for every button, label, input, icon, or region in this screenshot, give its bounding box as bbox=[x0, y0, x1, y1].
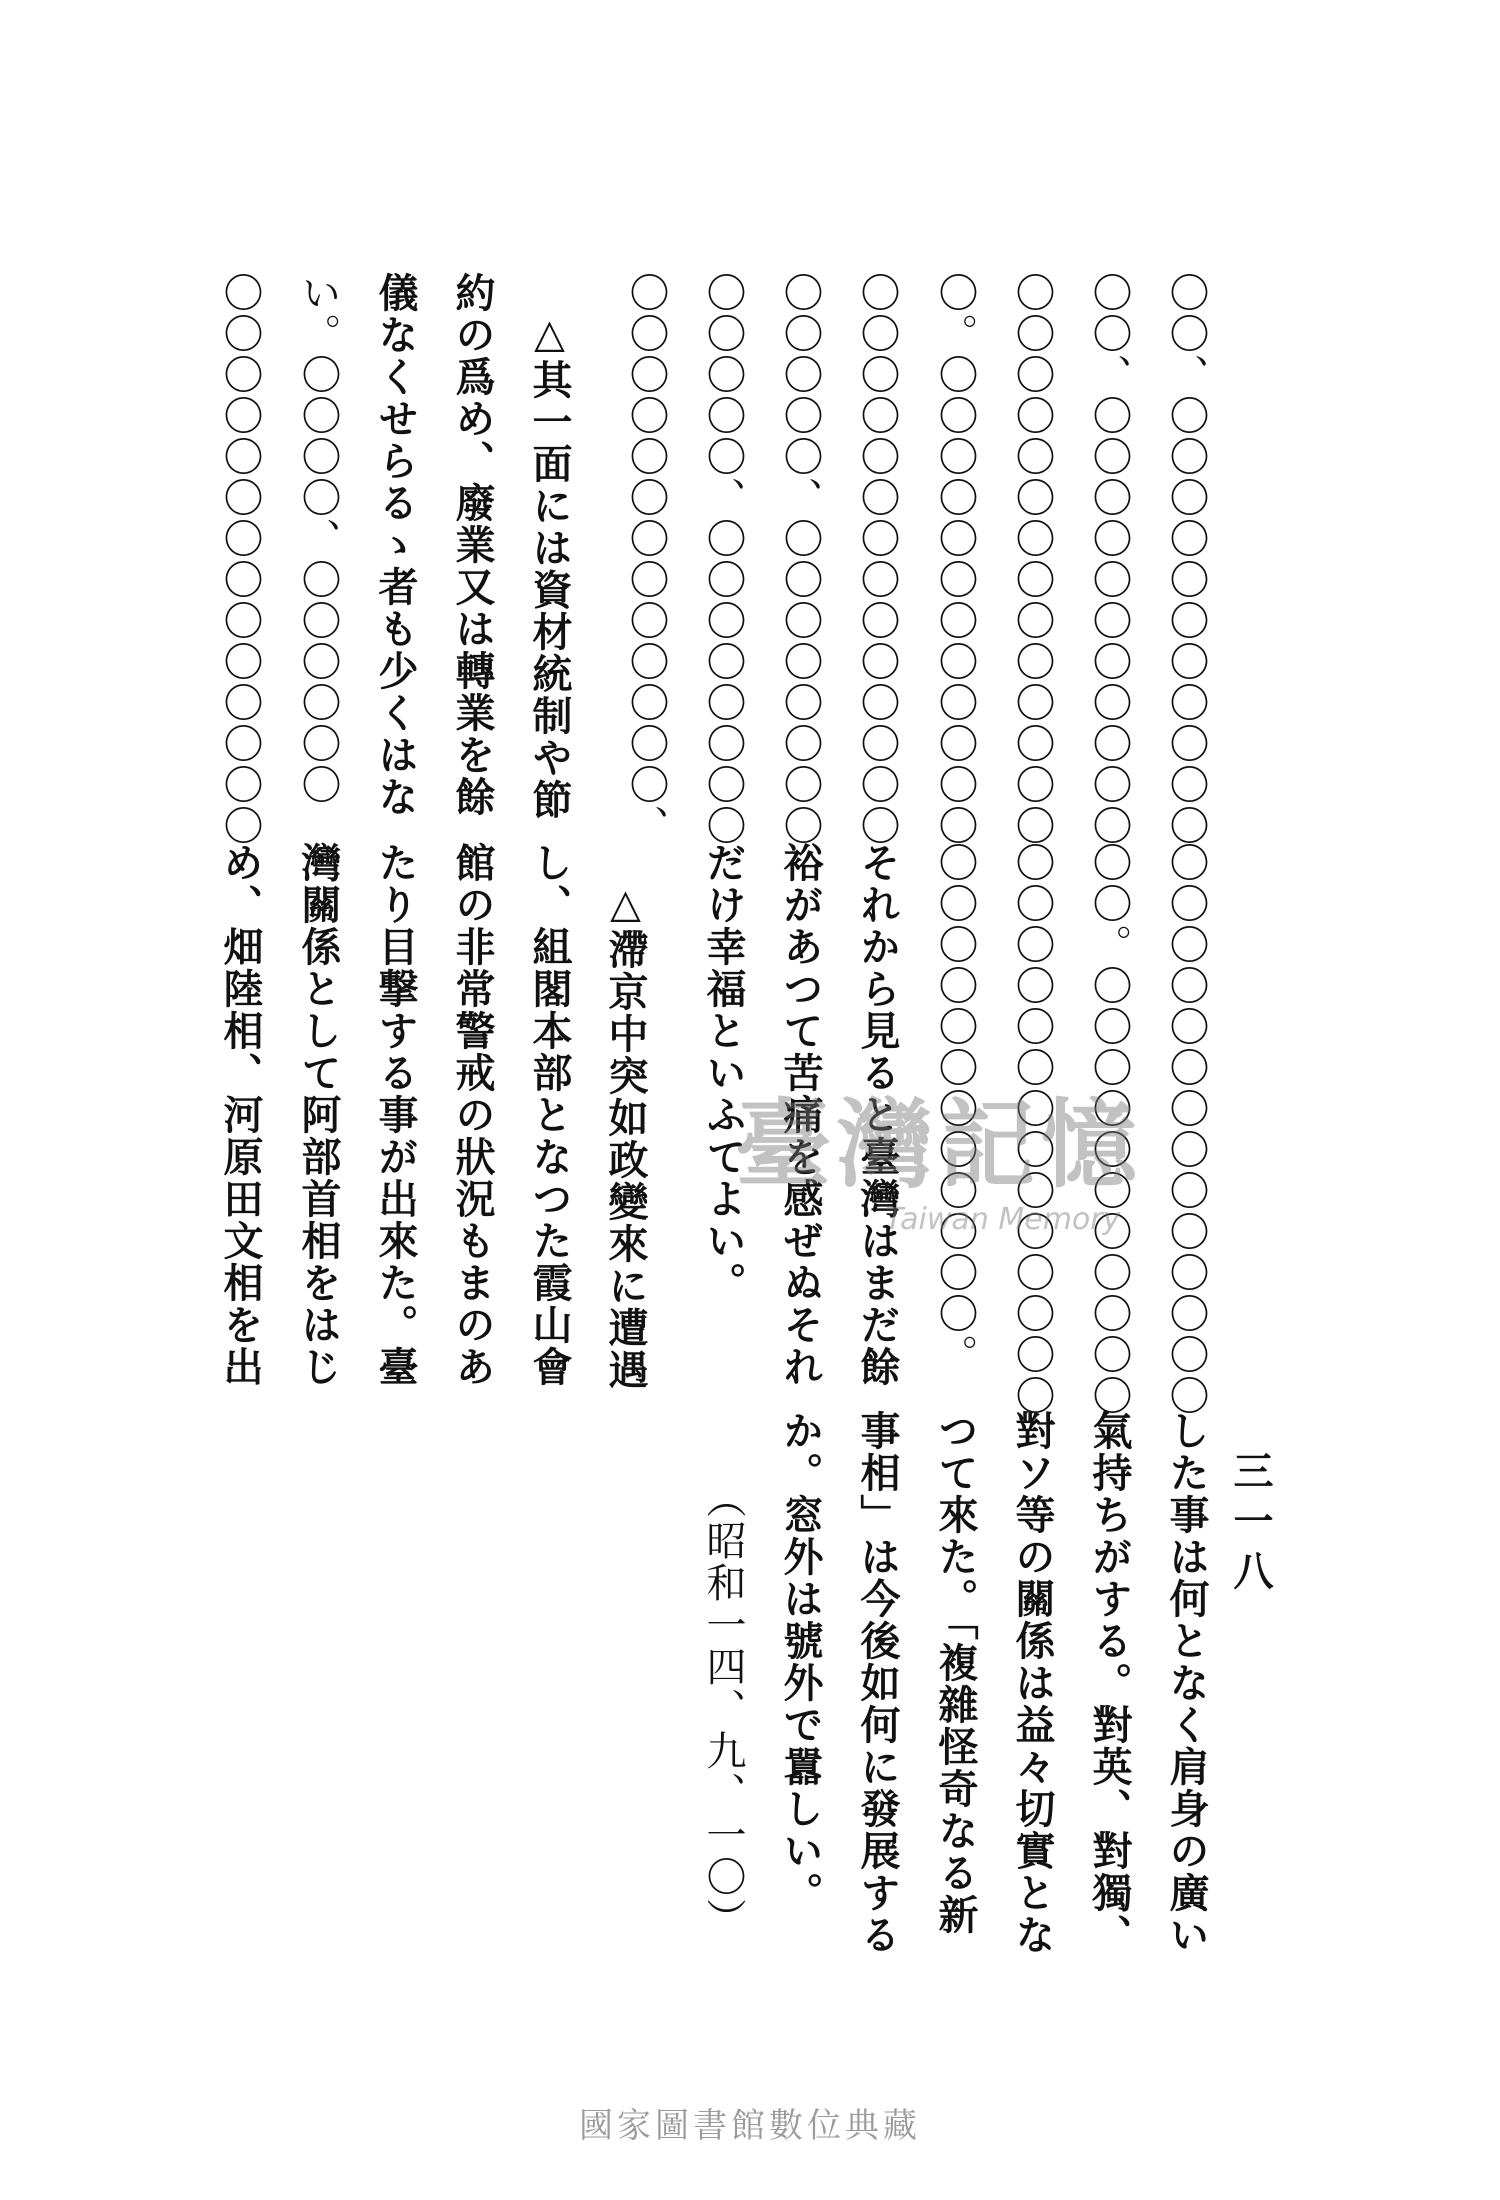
text-column: 〇〇。〇〇〇〇〇〇〇〇〇〇〇 bbox=[1086, 842, 1132, 1416]
text-column: 〇〇〇〇〇、〇〇〇〇〇〇〇〇 bbox=[700, 272, 746, 846]
text-column: 〇〇〇〇〇〇〇〇〇〇〇〇〇〇 bbox=[854, 272, 900, 846]
text-column: 〇〇〇〇〇、〇〇〇〇〇〇〇〇 bbox=[777, 272, 823, 846]
text-column: 事相」は今後如何に發展する bbox=[854, 1410, 901, 1956]
text-column: 〇〇〇〇〇〇〇〇〇〇〇〇〇〇 bbox=[1009, 842, 1055, 1416]
watermark-subtitle: Taiwan Memory bbox=[885, 1202, 1121, 1237]
text-column: 〇〇〇〇〇〇〇〇〇〇〇〇〇〇 bbox=[1009, 272, 1055, 846]
text-column: 裕があつて苦痛を感ぜぬそれ bbox=[777, 842, 824, 1388]
text-column: 〇〇〇〇〇〇〇〇〇〇〇〇〇、 bbox=[623, 272, 669, 846]
text-column: 對ソ等の關係は益々切實とな bbox=[1009, 1410, 1056, 1956]
page-number: 三一八 bbox=[1227, 1450, 1274, 1600]
text-column: 〇〇、〇〇〇〇〇〇〇〇〇〇〇 bbox=[1086, 272, 1132, 846]
text-column: だけ幸福といふてよい。 bbox=[700, 842, 747, 1304]
text-column: か。窓外は號外で囂しい。 bbox=[777, 1410, 824, 1914]
watermark-logo bbox=[735, 1090, 1235, 1250]
text-column: 約の爲め、廢業又は轉業を餘 bbox=[449, 272, 496, 818]
watermark-title: 臺灣記憶 bbox=[735, 1088, 1143, 1201]
text-column: 灣關係として阿部首相をはじ bbox=[295, 842, 342, 1388]
text-column: 〇〇〇〇〇〇〇〇〇〇〇〇〇〇 bbox=[1163, 842, 1209, 1416]
text-column: △滯京中突如政變來に遭遇 bbox=[602, 880, 649, 1391]
date-column: （昭和一四、九、一〇） bbox=[700, 1478, 746, 1940]
text-column: 儀なくせらるゝ者も少くはな bbox=[372, 272, 419, 818]
text-column: △其一面には資材統制や節 bbox=[526, 310, 573, 821]
footer-credit: 國家圖書館數位典藏 bbox=[579, 2106, 921, 2146]
text-column: 〇〇、〇〇〇〇〇〇〇〇〇〇〇 bbox=[1163, 272, 1209, 846]
text-column: 〇。〇〇〇〇〇〇〇〇〇〇〇〇 bbox=[932, 272, 978, 846]
text-column: 〇〇〇〇〇〇〇〇〇〇〇〇〇〇 bbox=[217, 272, 263, 846]
text-column: 氣持ちがする。對英、對獨、 bbox=[1086, 1410, 1133, 1956]
text-column: たり目撃する事が出來た。臺 bbox=[372, 842, 419, 1388]
text-column: い。〇〇〇〇、〇〇〇〇〇〇 bbox=[295, 272, 341, 805]
text-column: し、組閣本部となつた霞山會 bbox=[526, 842, 573, 1388]
text-column: め、畑陸相、河原田文相を出 bbox=[217, 842, 264, 1388]
text-column: つて來た。「複雜怪奇なる新 bbox=[932, 1410, 979, 1936]
text-column: 館の非常警戒の狀況もまのあ bbox=[449, 842, 496, 1388]
text-column: それから見ると臺灣はまだ餘 bbox=[854, 842, 901, 1388]
text-column: した事は何となく肩身の廣い bbox=[1163, 1410, 1210, 1956]
text-column: 〇〇〇〇〇〇〇〇〇〇〇〇。 bbox=[932, 842, 978, 1375]
